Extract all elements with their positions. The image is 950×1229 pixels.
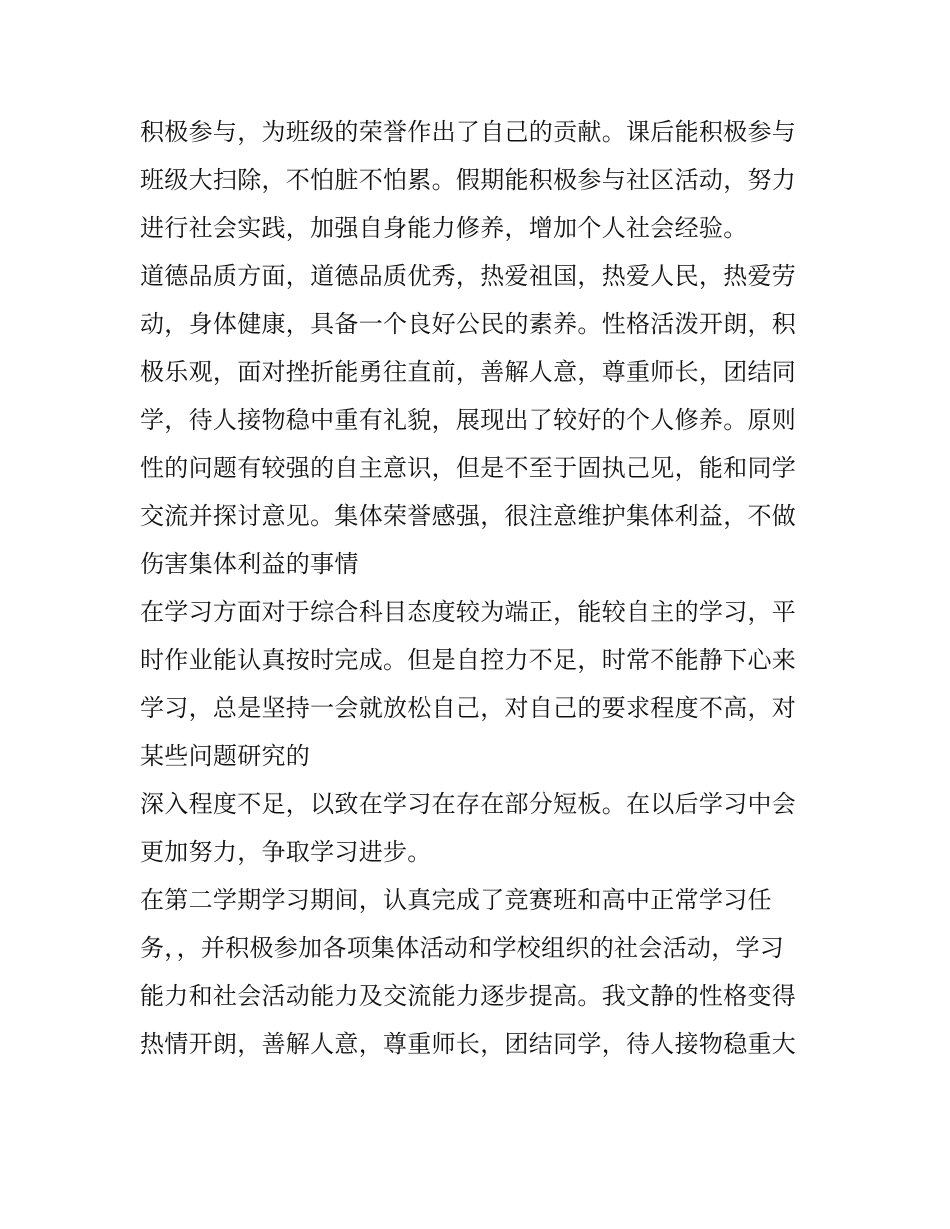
text-line: 务，，并积极参加各项集体活动和学校组织的社会活动，学习 <box>140 934 785 962</box>
text-line: 交流并探讨意见。集体荣誉感强，很注意维护集体利益，不做 <box>140 502 797 530</box>
text-line: 学习，总是坚持一会就放松自己，对自己的要求程度不高，对 <box>140 694 797 722</box>
text-line: 某些问题研究的 <box>140 742 311 770</box>
text-line: 深入程度不足，以致在学习在存在部分短板。在以后学习中会 <box>140 790 797 818</box>
text-line: 更加努力，争取学习进步。 <box>140 838 432 866</box>
text-line: 进行社会实践，加强自身能力修养，增加个人社会经验。 <box>140 214 748 242</box>
text-line: 动，身体健康，具备一个良好公民的素养。性格活泼开朗，积 <box>140 310 797 338</box>
text-line: 时作业能认真按时完成。但是自控力不足，时常不能静下心来 <box>140 646 797 674</box>
text-line: 学，待人接物稳中重有礼貌，展现出了较好的个人修养。原则 <box>140 406 797 434</box>
text-line: 性的问题有较强的自主意识，但是不至于固执己见，能和同学 <box>140 454 797 482</box>
text-line: 伤害集体利益的事情 <box>140 550 359 578</box>
text-line: 道德品质方面，道德品质优秀，热爱祖国，热爱人民，热爱劳 <box>140 262 797 290</box>
text-line: 在第二学期学习期间，认真完成了竞赛班和高中正常学习任 <box>140 886 772 914</box>
document-body <box>140 108 830 1068</box>
text-line: 热情开朗，善解人意，尊重师长，团结同学，待人接物稳重大 <box>140 1030 797 1058</box>
text-line: 极乐观，面对挫折能勇往直前，善解人意，尊重师长，团结同 <box>140 358 797 386</box>
text-line: 积极参与，为班级的荣誉作出了自己的贡献。课后能积极参与 <box>140 118 797 146</box>
text-line: 班级大扫除，不怕脏不怕累。假期能积极参与社区活动，努力 <box>140 166 797 194</box>
text-line: 在学习方面对于综合科目态度较为端正，能较自主的学习，平 <box>140 598 797 626</box>
text-line: 能力和社会活动能力及交流能力逐步提高。我文静的性格变得 <box>140 982 797 1010</box>
